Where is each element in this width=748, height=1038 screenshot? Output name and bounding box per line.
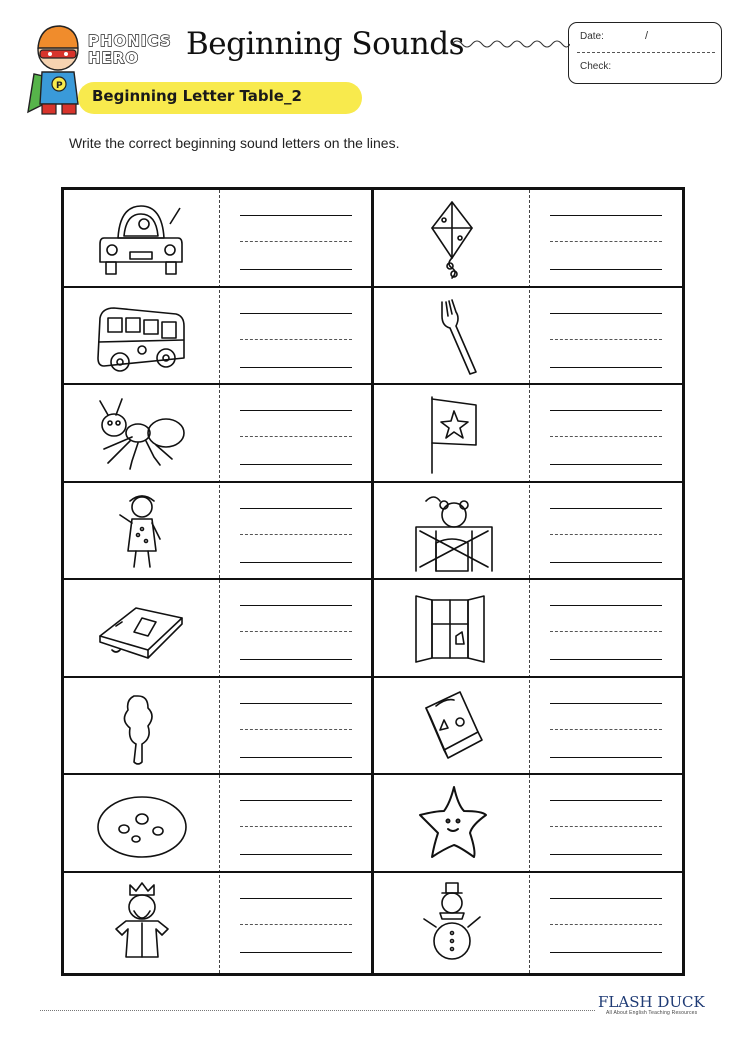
baseline	[240, 367, 352, 368]
answer-writing-lines[interactable]	[240, 313, 352, 369]
answer-writing-lines[interactable]	[240, 898, 352, 954]
top-line	[550, 800, 662, 801]
window-icon	[396, 588, 506, 670]
answer-writing-lines[interactable]	[240, 410, 352, 466]
answer-writing-lines[interactable]	[240, 703, 352, 759]
girl-icon	[86, 491, 196, 573]
table-row	[64, 580, 371, 678]
subtitle: Beginning Letter Table_2	[92, 87, 302, 105]
baseline	[240, 562, 352, 563]
answer-writing-lines[interactable]	[550, 215, 662, 271]
date-check-divider	[577, 52, 715, 53]
star-icon	[396, 783, 506, 865]
date-separator: /	[645, 30, 649, 42]
answer-writing-lines[interactable]	[550, 703, 662, 759]
baseline	[550, 562, 662, 563]
baseline	[550, 269, 662, 270]
storybook-icon	[396, 686, 506, 768]
answer-writing-lines[interactable]	[550, 313, 662, 369]
table-row	[374, 288, 681, 386]
snowman-icon	[396, 881, 506, 963]
top-line	[550, 898, 662, 899]
top-line	[550, 703, 662, 704]
top-line	[240, 605, 352, 606]
table-row	[64, 288, 371, 386]
brand-tagline: All About English Teaching Resources	[606, 1010, 698, 1016]
top-line	[240, 313, 352, 314]
top-line	[550, 215, 662, 216]
check-label: Check:	[580, 61, 612, 72]
table-row	[374, 678, 681, 776]
baseline	[550, 464, 662, 465]
footer-dotted-line	[40, 1010, 595, 1011]
king-icon	[86, 881, 196, 963]
midline-dashed	[240, 924, 352, 925]
midline-dashed	[550, 436, 662, 437]
top-line	[240, 800, 352, 801]
midline-dashed	[550, 339, 662, 340]
midline-dashed	[240, 826, 352, 827]
table-row	[64, 483, 371, 581]
table-row	[374, 775, 681, 873]
answer-writing-lines[interactable]	[240, 800, 352, 856]
top-line	[240, 410, 352, 411]
top-line	[550, 313, 662, 314]
top-line	[550, 508, 662, 509]
brand-name: FLASH DUCK	[598, 993, 705, 1011]
baseline	[240, 757, 352, 758]
wavy-divider-icon	[452, 36, 570, 52]
baseline	[550, 952, 662, 953]
phonics-hero-logo	[88, 32, 180, 72]
date-label: Date:	[580, 31, 604, 42]
table-row	[64, 775, 371, 873]
table-row	[64, 873, 371, 971]
logo-line-2: HERO	[88, 49, 140, 67]
instruction-text: Write the correct beginning sound letters on the lines.	[69, 135, 400, 151]
cookie-icon	[86, 783, 196, 865]
flash-duck-logo	[598, 993, 724, 1023]
logo-line-1: PHONICS	[88, 32, 172, 50]
table-row	[64, 385, 371, 483]
top-line	[550, 410, 662, 411]
answer-writing-lines[interactable]	[550, 605, 662, 661]
midline-dashed	[550, 924, 662, 925]
midline-dashed	[550, 241, 662, 242]
teddy-bear-icon	[396, 491, 506, 573]
top-line	[240, 898, 352, 899]
midline-dashed	[240, 729, 352, 730]
answer-writing-lines[interactable]	[550, 410, 662, 466]
tree-icon	[86, 686, 196, 768]
baseline	[240, 464, 352, 465]
flag-icon	[396, 393, 506, 475]
worksheet-table	[61, 187, 685, 976]
midline-dashed	[550, 826, 662, 827]
answer-writing-lines[interactable]	[550, 800, 662, 856]
table-row	[64, 678, 371, 776]
kite-icon	[396, 198, 506, 280]
table-row	[374, 190, 681, 288]
midline-dashed	[240, 631, 352, 632]
baseline	[240, 269, 352, 270]
baseline	[550, 854, 662, 855]
midline-dashed	[550, 631, 662, 632]
midline-dashed	[550, 729, 662, 730]
answer-writing-lines[interactable]	[550, 898, 662, 954]
baseline	[550, 367, 662, 368]
bus-icon	[86, 296, 196, 378]
midline-dashed	[550, 534, 662, 535]
top-line	[240, 508, 352, 509]
date-check-box	[568, 22, 722, 84]
table-row	[374, 483, 681, 581]
table-row	[64, 190, 371, 288]
top-line	[240, 215, 352, 216]
baseline	[550, 757, 662, 758]
baseline	[240, 952, 352, 953]
table-row	[374, 873, 681, 971]
top-line	[240, 703, 352, 704]
answer-writing-lines[interactable]	[240, 605, 352, 661]
table-row	[374, 385, 681, 483]
midline-dashed	[240, 436, 352, 437]
answer-writing-lines[interactable]	[550, 508, 662, 564]
ant-icon	[86, 393, 196, 475]
baseline	[240, 854, 352, 855]
fork-icon	[396, 296, 506, 378]
car-icon	[86, 198, 196, 280]
midline-dashed	[240, 534, 352, 535]
page-title: Beginning Sounds	[186, 26, 464, 62]
sandbox-icon	[86, 588, 196, 670]
answer-writing-lines[interactable]	[240, 215, 352, 271]
top-line	[550, 605, 662, 606]
answer-writing-lines[interactable]	[240, 508, 352, 564]
midline-dashed	[240, 241, 352, 242]
midline-dashed	[240, 339, 352, 340]
svg-text:P: P	[56, 81, 63, 91]
table-row	[374, 580, 681, 678]
baseline	[240, 659, 352, 660]
baseline	[550, 659, 662, 660]
